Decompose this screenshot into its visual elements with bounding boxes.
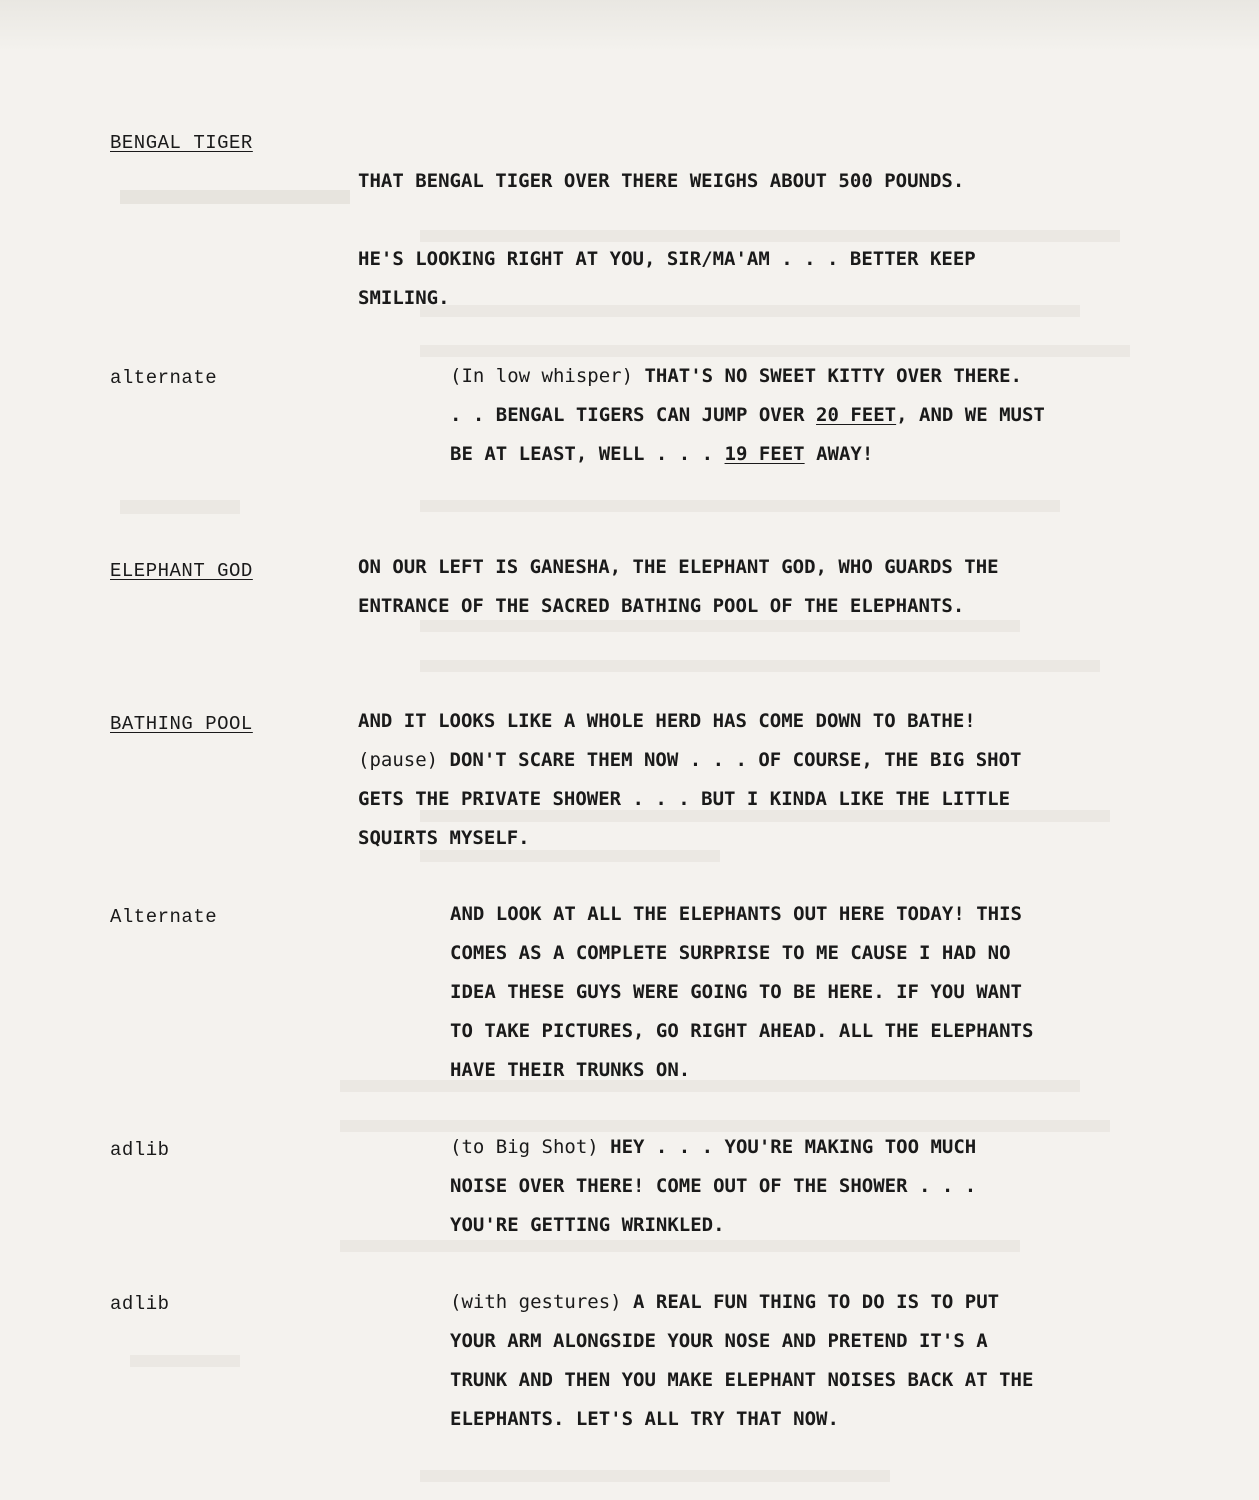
cue-bengal-tiger: BENGAL TIGER [110, 132, 253, 154]
alternate-2-paragraph [450, 895, 1033, 1090]
stage-direction: (to Big Shot) [450, 1136, 599, 1158]
alternate-2-line-5: HAVE THEIR TRUNKS ON. [450, 1059, 691, 1081]
alternate-line-3 [450, 435, 1045, 474]
alternate-line-3-b: AWAY! [804, 443, 874, 465]
bengal-paragraph [358, 240, 976, 318]
adlib-2-line-2: YOUR ARM ALONGSIDE YOUR NOSE AND PRETEND IT'S A [450, 1330, 988, 1352]
adlib-2-paragraph [450, 1283, 1033, 1439]
adlib-1-line-1-text: HEY . . . YOU'RE MAKING TOO MUCH [598, 1136, 977, 1158]
cue-alternate: alternate [110, 367, 218, 389]
bengal-line-3: SMILING. [358, 287, 450, 309]
pool-line-3: GETS THE PRIVATE SHOWER . . . BUT I KINDA LIKE THE LITTLE [358, 788, 1011, 810]
adlib-1-line-1 [450, 1128, 976, 1167]
alternate-line-3-a: BE AT LEAST, WELL . . . [450, 443, 725, 465]
pool-line-2-text: DON'T SCARE THEM NOW . . . OF COURSE, THE BIG SHOT [438, 749, 1022, 771]
adlib-1-paragraph [450, 1128, 976, 1245]
adlib-2-line-4: ELEPHANTS. LET'S ALL TRY THAT NOW. [450, 1408, 839, 1430]
alternate-2-line-2: COMES AS A COMPLETE SURPRISE TO ME CAUSE I HAD NO [450, 942, 1011, 964]
alternate-line-2 [450, 396, 1045, 435]
pool-line-1: AND IT LOOKS LIKE A WHOLE HERD HAS COME DOWN TO BATHE! [358, 710, 976, 732]
pool-line-2 [358, 741, 1021, 780]
alternate-line-1-text: THAT'S NO SWEET KITTY OVER THERE. [633, 365, 1022, 387]
alternate-paragraph [450, 357, 1045, 474]
bengal-line-2: HE'S LOOKING RIGHT AT YOU, SIR/MA'AM . . . BETTER KEEP [358, 248, 976, 270]
elephant-line-2: ENTRANCE OF THE SACRED BATHING POOL OF THE ELEPHANTS. [358, 595, 965, 617]
elephant-paragraph [358, 548, 999, 626]
bengal-line-1: THAT BENGAL TIGER OVER THERE WEIGHS ABOUT 500 POUNDS. [358, 170, 965, 192]
elephant-line-1: ON OUR LEFT IS GANESHA, THE ELEPHANT GOD, WHO GUARDS THE [358, 556, 999, 578]
stage-direction: (pause) [358, 749, 439, 771]
alternate-2-line-3: IDEA THESE GUYS WERE GOING TO BE HERE. IF YOU WANT [450, 981, 1022, 1003]
cue-adlib-1: adlib [110, 1139, 170, 1161]
pool-line-4: SQUIRTS MYSELF. [358, 827, 530, 849]
adlib-1-line-2: NOISE OVER THERE! COME OUT OF THE SHOWER . . . [450, 1175, 977, 1197]
alternate-line-2-a: . . BENGAL TIGERS CAN JUMP OVER [450, 404, 817, 426]
alternate-2-line-1: AND LOOK AT ALL THE ELEPHANTS OUT HERE TODAY! THIS [450, 903, 1022, 925]
cue-alternate-2: Alternate [110, 906, 218, 928]
cue-elephant-god: ELEPHANT GOD [110, 560, 253, 582]
alternate-2-line-4: TO TAKE PICTURES, GO RIGHT AHEAD. ALL THE ELEPHANTS [450, 1020, 1034, 1042]
cue-adlib-2: adlib [110, 1293, 170, 1315]
adlib-1-line-3: YOU'RE GETTING WRINKLED. [450, 1214, 725, 1236]
underlined-19-feet: 19 FEET [724, 443, 805, 465]
pool-paragraph [358, 702, 1021, 858]
cue-bathing-pool: BATHING POOL [110, 713, 253, 735]
stage-direction: (In low whisper) [450, 365, 634, 387]
stage-direction: (with gestures) [450, 1291, 622, 1313]
underlined-20-feet: 20 FEET [816, 404, 897, 426]
alternate-line-1 [450, 357, 1045, 396]
adlib-2-line-1-text: A REAL FUN THING TO DO IS TO PUT [621, 1291, 1000, 1313]
adlib-2-line-3: TRUNK AND THEN YOU MAKE ELEPHANT NOISES BACK AT THE [450, 1369, 1034, 1391]
adlib-2-line-1 [450, 1283, 1033, 1322]
alternate-line-2-b: , AND WE MUST [896, 404, 1045, 426]
